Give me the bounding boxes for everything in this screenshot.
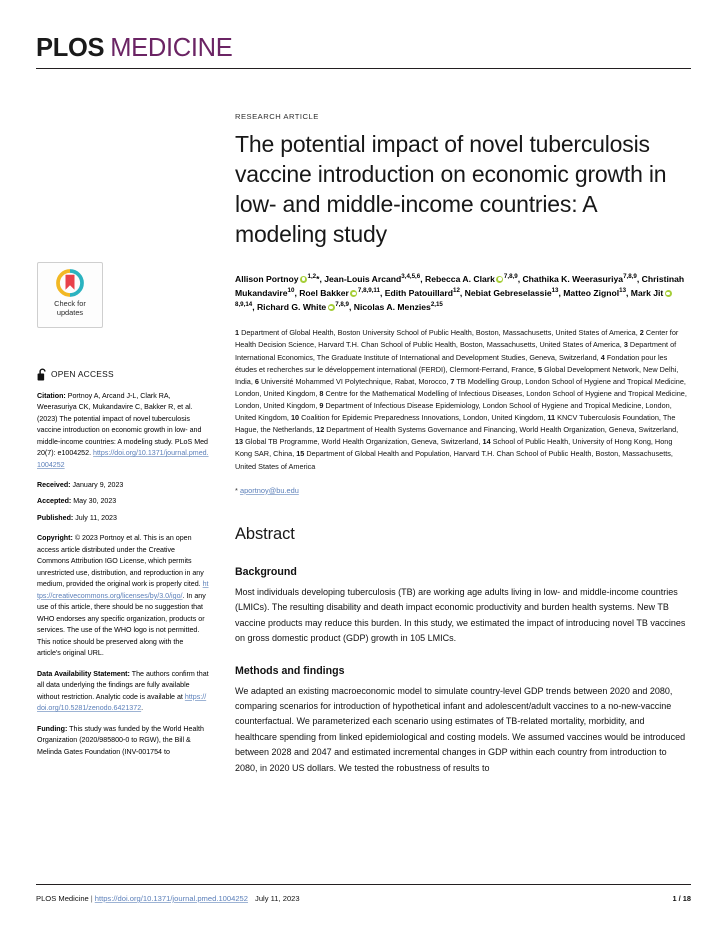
data-availability-text-second: .	[141, 704, 144, 713]
copyright-license-link[interactable]: https://creativecommons.org/licenses/by/3.0/igo/	[37, 580, 209, 600]
copyright-block	[37, 533, 209, 659]
data-availability-link[interactable]: https://doi.org/10.5281/zenodo.6421372	[37, 692, 207, 713]
citation-text: Portnoy A, Arcand J-L, Clark RA, Weerasuriya CK, Mukandavire C, Bakker R, et al. (2023) The potential impact of novel tuberculosis vaccine introduction on economic growth in low- and middle-income countries: A modeling study. PLoS Med 20(7): e1004252.	[37, 391, 208, 458]
orcid-icon[interactable]	[496, 276, 503, 283]
published-line	[37, 513, 209, 524]
abstract-section-heading-background: Background	[235, 565, 297, 578]
received-label: Received:	[37, 481, 71, 489]
orcid-icon[interactable]	[300, 276, 307, 283]
accepted-label: Accepted:	[37, 497, 72, 506]
abstract-section-heading-methods: Methods and findings	[235, 664, 345, 677]
orcid-icon[interactable]	[350, 290, 357, 297]
plos-medicine-logo	[36, 36, 691, 62]
citation-doi-link[interactable]: https://doi.org/10.1371/journal.pmed.1004252	[37, 449, 209, 469]
data-availability-label: Data Availability Statement:	[37, 669, 130, 678]
corresponding-asterisk: *	[235, 485, 238, 495]
footer-date: July 11, 2023	[255, 894, 300, 903]
article-main-column	[235, 112, 687, 794]
corresponding-author-line	[235, 486, 687, 495]
masthead-divider	[36, 68, 691, 69]
data-availability-block	[37, 669, 209, 715]
published-value: July 11, 2023	[73, 513, 117, 522]
author-list: Allison Portnoy $^{1,2}$*, Jean-Louis Arcand$^{3,4,5,6}$, Rebecca A. Clark $^{7,8,9}$, Chathika K. Weerasuriya$^{7,8,9}$, Christinah Mukandavire$^{10}$, Roel Bakker $^{7,8,9,11}$, Edith Patouillard$^{12}$, Nebiat Gebreselassie$^{13}$, Matteo Zignol$^{13}$, Mark Jit$^{8,9,14}$, Richard G. White $^{7,8,9}$, Nicolas A. Menzies$^{2,15}$	[235, 272, 685, 313]
copyright-label: Copyright:	[37, 534, 73, 543]
journal-masthead	[36, 36, 691, 69]
page-footer	[36, 894, 691, 903]
article-type-kicker: RESEARCH ARTICLE	[235, 112, 319, 121]
open-access-label: OPEN ACCESS	[51, 369, 114, 379]
copyright-text-first: © 2023 Portnoy et al. This is an open access article distributed under the Creative Commons Attribution IGO License, which permits unrestricted use, distribution, and reproduction in any medium, provided the original work is properly cited.	[37, 534, 204, 589]
accepted-value: May 30, 2023	[71, 497, 117, 506]
received-value: January 9, 2023	[70, 481, 124, 489]
article-sidebar	[37, 262, 209, 767]
footer-journal-name: PLOS Medicine	[36, 894, 89, 903]
logo-medicine-text: MEDICINE	[110, 34, 233, 62]
funding-label: Funding:	[37, 724, 68, 733]
copyright-text-second: . In any use of this article, there should be no suggestion that WHO endorses any specific organization, products or services. The use of the WHO logo is not permitted. This notice should be preserved along with the article's original URL.	[37, 591, 206, 658]
footer-divider	[36, 884, 691, 885]
accepted-line	[37, 496, 209, 507]
published-label: Published:	[37, 513, 74, 522]
page-number: 1 / 18	[672, 894, 691, 903]
orcid-icon[interactable]	[665, 290, 672, 297]
abstract-sections	[235, 566, 687, 777]
footer-left-group	[36, 894, 300, 903]
open-lock-icon	[37, 368, 48, 381]
crossmark-label: Check for updates	[54, 299, 86, 317]
affiliation-list: 1 Department of Global Health, Boston University School of Public Health, Boston, Massachusetts, United States of America, 2 Center for Health Decision Science, Harvard T.H. Chan School of Public Health, Boston, Massachusetts, United States of America, 3 Department of International Economics, The Graduate Institute of International and Development Studies, Geneva, Switzerland, 4 Fondation pour les études et recherches sur le développement international (FERDI), Clermont-Ferrand, France, 5 Global Development Network, New Delhi, India, 6 Université Mohammed VI Polytechnique, Rabat, Morocco, 7 TB Modelling Group, London School of Hygiene and Tropical Medicine, London, United Kingdom, 8 Centre for the Mathematical Modelling of Infectious Diseases, London School of Hygiene and Tropical Medicine, London, United Kingdom, 9 Department of Infectious Disease Epidemiology, London School of Hygiene and Tropical Medicine, London, United Kingdom, 10 Coalition for Epidemic Preparedness Innovations, London, United Kingdom, 11 KNCV Tuberculosis Foundation, The Hague, the Netherlands, 12 Department of Health Systems Governance and Financing, World Health Organization, Geneva, Switzerland, 13 Global TB Programme, World Health Organization, Geneva, Switzerland, 14 School of Public Health, University of Hong Kong, Hong Kong SAR, China, 15 Department of Global Health and Population, Harvard T.H. Chan School of Public Health, Boston, Massachusetts, United States of America	[235, 328, 687, 471]
funding-block	[37, 724, 209, 758]
abstract-section-text-methods: We adapted an existing macroeconomic model to simulate country-level GDP trends between 2020 and 2080, comparing scenarios for introduction of hypothetical infant and adolescent/adult vaccines to a no-new-vaccine counterfactual. We parameterized each scenario using estimates of TB-related mortality, morbidity, and healthcare spending from linked epidemiological and costing models. We assumed vaccines would be introduced between 2028 and 2047 and estimated incremental changes in GDP within each country from introduction to 2080, in 2020 US dollars. We tested the robustness of results to	[235, 685, 686, 773]
open-access-banner	[37, 368, 209, 382]
funding-text: This study was funded by the World Health Organization (2020/985800-0 to RGW), the Bill & Melinda Gates Foundation (INV-001754 to	[37, 724, 204, 756]
page-title: The potential impact of novel tuberculosis vaccine introduction on economic growth in low- and middle-income countries: A modeling study	[235, 131, 667, 247]
crossmark-icon	[55, 268, 85, 298]
footer-separator: |	[90, 894, 93, 903]
orcid-icon[interactable]	[328, 304, 335, 311]
citation-block	[37, 391, 209, 471]
citation-label: Citation:	[37, 391, 66, 400]
abstract-heading: Abstract	[235, 524, 295, 543]
logo-plos-text: PLOS	[36, 34, 105, 62]
data-availability-text-first: The authors confirm that all data underlying the findings are fully available without restriction. Analytic code is available at	[37, 669, 209, 701]
abstract-section-text-background: Most individuals developing tuberculosis (TB) are working age adults living in low- and middle-income countries (LMICs). The resulting disability and death impact economic productivity and burden health systems. New TB vaccine products may reduce this burden. In this study, we estimated the impact of introducing novel TB vaccines on gross domestic product (GDP) growth in 105 LMICs.	[235, 586, 686, 644]
crossmark-badge[interactable]	[37, 262, 103, 328]
received-line	[37, 480, 209, 491]
footer-doi-link[interactable]: https://doi.org/10.1371/journal.pmed.1004252	[94, 894, 249, 903]
corresponding-email-link[interactable]: aportnoy@bu.edu	[239, 485, 299, 495]
